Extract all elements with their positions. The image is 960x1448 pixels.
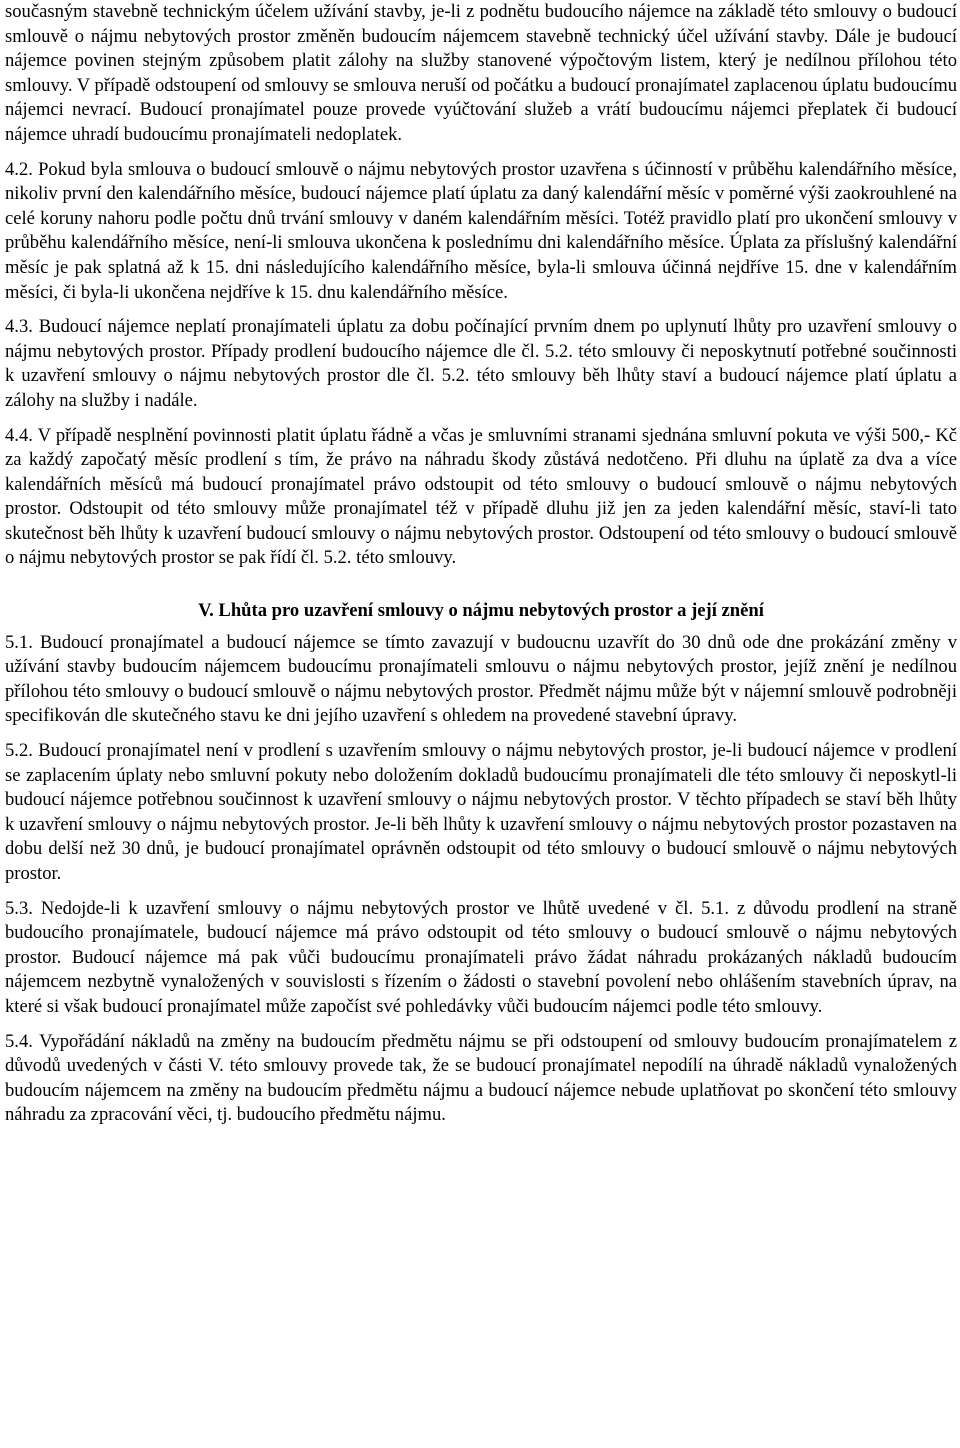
- paragraph-4-1-continued: současným stavebně technickým účelem užívání stavby, je-li z podnětu budoucího nájemce na základě této smlouvy o budoucí smlouvě o nájmu nebytových prostor změněn budoucím nájemcem stavebně technický účel užívání stavby. Dále je budoucí nájemce povinen stejným způsobem platit zálohy na služby stanovené výpočtovým listem, který je nedílnou přílohou této smlouvy. V případě odstoupení od smlouvy se smlouva neruší od počátku a budoucí pronajímatel zaplacenou úplatu budoucímu nájemci nevrací. Budoucí pronajímatel pouze provede vyúčtování služeb a vrátí budoucímu nájemci přeplatek či budoucí nájemce uhradí budoucímu pronajímateli nedoplatek.: [5, 1, 957, 145]
- paragraph-4-3: 4.3. Budoucí nájemce neplatí pronajímateli úplatu za dobu počínající prvním dnem po uplynutí lhůty pro uzavření smlouvy o nájmu nebytových prostor. Případy prodlení budoucího nájemce dle čl. 5.2. této smlouvy či neposkytnutí potřebné součinnosti k uzavření smlouvy o nájmu nebytových prostor dle čl. 5.2. této smlouvy běh lhůty staví a budoucí nájemce platí úplatu a zálohy na služby i nadále.: [5, 316, 957, 411]
- document-page: [5, 0, 957, 1138]
- paragraph-5-1: 5.1. Budoucí pronajímatel a budoucí nájemce se tímto zavazují v budoucnu uzavřít do 30 dnů ode dne prokázání změny v užívání stavby budoucím nájemcem budoucímu pronajímateli smlouvu o nájmu nebytových prostor, jejíž znění je nedílnou přílohou této smlouvy o budoucí smlouvě o nájmu nebytových prostor. Předmět nájmu může být v nájemní smlouvě podrobněji specifikován dle skutečného stavu ke dni jejího uzavření s ohledem na provedené stavební úpravy.: [5, 631, 957, 727]
- paragraph-4-2: 4.2. Pokud byla smlouva o budoucí smlouvě o nájmu nebytových prostor uzavřena s účinností v průběhu kalendářního měsíce, nikoliv první den kalendářního měsíce, budoucí nájemce platí úplatu za daný kalendářní měsíc v poměrné výši zaokrouhlené na celé koruny nahoru podle počtu dnů trvání smlouvy v daném kalendářním měsíci. Totéž pravidlo platí pro ukončení smlouvy v průběhu kalendářního měsíce, není-li smlouva ukončena k poslednímu dni kalendářního měsíce. Úplata za příslušný kalendářní měsíc je pak splatná až k 15. dni následujícího kalendářního měsíce, byla-li smlouva účinná nejdříve 15. dne v kalendářním měsíci, či byla-li ukončena nejdříve k 15. dnu kalendářního měsíce.: [5, 158, 957, 303]
- paragraph-5-2: 5.2. Budoucí pronajímatel není v prodlení s uzavřením smlouvy o nájmu nebytových prostor, je-li budoucí nájemce v prodlení se zaplacením úplaty nebo smluvní pokuty nebo doložením dokladů budoucímu pronajímateli dle této smlouvy či neposkytl-li budoucí nájemce potřebnou součinnost k uzavření smlouvy o nájmu nebytových prostor. V těchto případech se staví běh lhůty k uzavření smlouvy o nájmu nebytových prostor. Je-li běh lhůty k uzavření smlouvy o nájmu nebytových prostor pozastaven na dobu delší než 30 dnů, je budoucí pronajímatel oprávněn odstoupit od této smlouvy o budoucí smlouvě o nájmu nebytových prostor.: [5, 740, 957, 884]
- paragraph-4-4: 4.4. V případě nesplnění povinnosti platit úplatu řádně a včas je smluvními stranami sjednána smluvní pokuta ve výši 500,- Kč za každý započatý měsíc prodlení s tím, že právo na náhradu škody zůstává nedotčeno. Při dluhu na úplatě za dva a více kalendářních měsíců má budoucí pronajímatel právo odstoupit od této smlouvy o budoucí smlouvě o nájmu nebytových prostor. Odstoupit od této smlouvy může pronajímatel též v případě dluhu již jen za jeden kalendářní měsíc, staví-li tato skutečnost běh lhůty k uzavření budoucí smlouvy o nájmu nebytových prostor. Odstoupení od této smlouvy o budoucí smlouvě o nájmu nebytových prostor se pak řídí čl. 5.2. této smlouvy.: [5, 424, 957, 569]
- paragraph-5-3: 5.3. Nedojde-li k uzavření smlouvy o nájmu nebytových prostor ve lhůtě uvedené v čl. 5.1. z důvodu prodlení na straně budoucího pronajímatele, budoucí nájemce má právo odstoupit od této smlouvy o budoucí smlouvě o nájmu nebytových prostor. Budoucí nájemce má pak vůči budoucímu pronajímateli právo žádat náhradu prokázaných nákladů budoucím nájemcem nezbytně vynaložených v souvislosti s řízením o žádosti o stavební povolení nebo ohlášením stavebních úprav, na které si však budoucí pronajímatel může započíst své pohledávky vůči budoucím nájemci podle této smlouvy.: [5, 897, 957, 1017]
- section-heading: V. Lhůta pro uzavření smlouvy o nájmu nebytových prostor a její znění: [198, 600, 764, 622]
- paragraph-5-4: 5.4. Vypořádání nákladů na změny na budoucím předmětu nájmu se při odstoupení od smlouvy budoucím pronajímatelem z důvodů uvedených v části V. této smlouvy provede tak, že se budoucí pronajímatel nepodílí na úhradě nákladů vynaložených budoucím nájemcem na změny na budoucím předmětu nájmu a budoucí nájemce nebude uplatňovat po skončení této smlouvy náhradu za zpracování věci, tj. budoucího předmětu nájmu.: [5, 1030, 957, 1126]
